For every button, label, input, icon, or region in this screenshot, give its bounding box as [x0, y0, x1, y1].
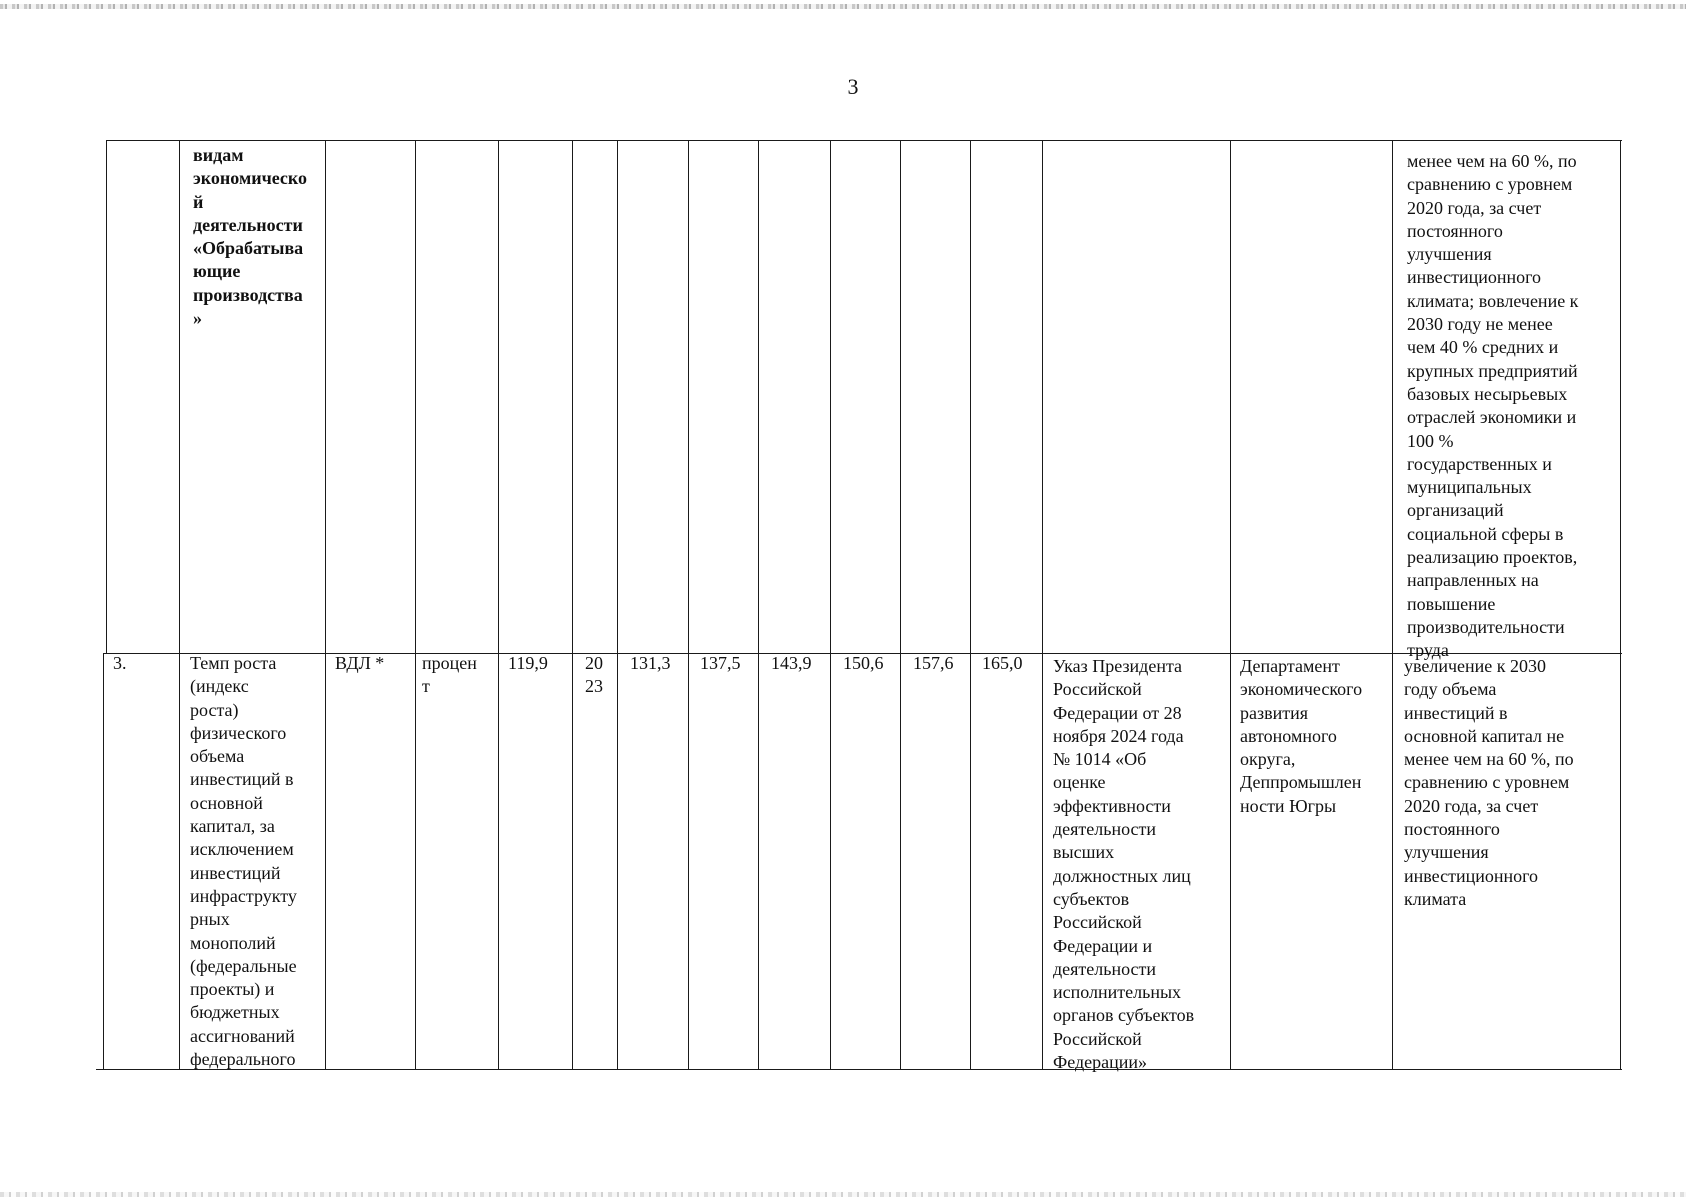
- governing-document: Указ Президента Российской Федерации от 28 ноября 2024 года № 1014 «Об оценке эффективности деятельности высших должностных лиц субъектов Российской Федерации и деятельности исполнительных органов субъектов Российской Федерации»: [1053, 656, 1195, 1073]
- column-border: [1620, 140, 1621, 1069]
- column-border: [1392, 140, 1393, 1069]
- indicator-name-continued: видам экономическо й деятельности «Обрабатыва ющие производства »: [193, 145, 308, 329]
- target-value: 150,6: [843, 653, 884, 673]
- column-border: [617, 140, 618, 1069]
- scan-edge-top: [0, 4, 1686, 9]
- column-border: [1042, 140, 1043, 1069]
- target-value: 131,3: [630, 653, 671, 673]
- column-border: [572, 140, 573, 1069]
- column-border: [1230, 140, 1231, 1069]
- column-border: [498, 140, 499, 1069]
- column-border: [103, 653, 104, 1069]
- target-value: 157,6: [913, 653, 954, 673]
- column-border: [758, 140, 759, 1069]
- expected-result-continued: менее чем на 60 %, по сравнению с уровнем 2020 года, за счет постоянного улучшения инвестиционного климата; вовлечение к 2030 году не менее чем 40 % средних и крупных предприятий базовых несырьевых отраслей экономики и 100 % государственных и муниципальных организаций социальной сферы в реализацию проектов, направленных на повышение производительности труда: [1407, 151, 1579, 661]
- target-value: 137,5: [700, 653, 741, 673]
- column-border: [415, 140, 416, 1069]
- row-number: 3.: [113, 653, 127, 673]
- table-top-border: [106, 140, 1622, 141]
- column-border: [900, 140, 901, 1069]
- indicator-name: Темп роста (индекс роста) физического объема инвестиций в основной капитал, за исключением инвестиций инфраструкту рных монополий (федеральные проекты) и бюджетных ассигнований федерального: [190, 653, 297, 1070]
- column-border: [106, 140, 107, 653]
- column-border: [830, 140, 831, 1069]
- column-border: [688, 140, 689, 1069]
- base-year: 20 23: [585, 653, 603, 697]
- page-number: 3: [847, 74, 859, 99]
- target-value: 165,0: [982, 653, 1023, 673]
- expected-result: увеличение к 2030 году объема инвестиций в основной капитал не менее чем на 60 %, по сравнению с уровнем 2020 года, за счет постоянного улучшения инвестиционного климата: [1404, 656, 1574, 909]
- column-border: [179, 140, 180, 1069]
- scan-edge-bottom: [0, 1192, 1686, 1197]
- base-value: 119,9: [508, 653, 548, 673]
- target-value: 143,9: [771, 653, 812, 673]
- table-bottom-border: [96, 1069, 1622, 1070]
- column-border: [325, 140, 326, 1069]
- indicator-level: ВДЛ *: [335, 653, 385, 673]
- unit-of-measure: процен т: [422, 653, 477, 697]
- column-border: [970, 140, 971, 1069]
- responsible-body: Департамент экономического развития автономного округа, Деппромышлен ности Югры: [1240, 656, 1363, 816]
